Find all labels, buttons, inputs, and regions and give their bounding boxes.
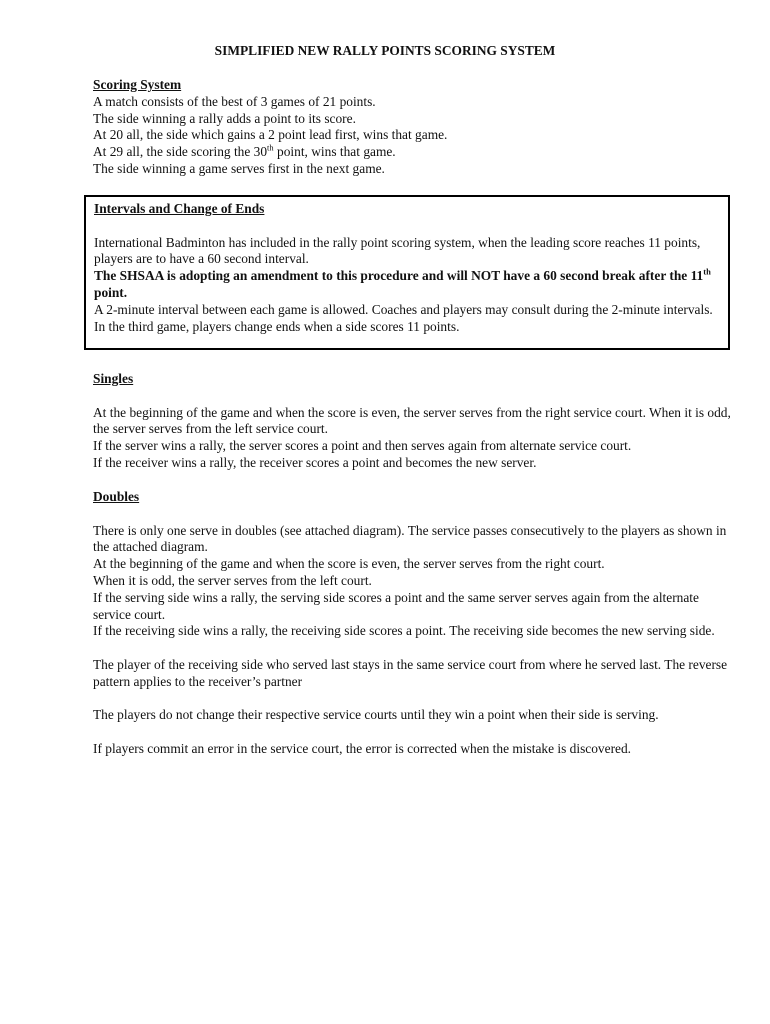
scoring-line-3: At 20 all, the side which gains a 2 point lead first, wins that game. — [93, 127, 448, 143]
intervals-amendment-text-end: point. — [94, 284, 128, 300]
doubles-paragraph-7: The players do not change their respective service courts until they win a point when their side is serving. — [93, 707, 659, 723]
scoring-heading: Scoring System — [93, 77, 182, 92]
doubles-heading: Doubles — [93, 489, 140, 504]
doubles-section — [93, 489, 733, 758]
intervals-amendment-superscript: th — [703, 266, 711, 277]
scoring-line-1: A match consists of the best of 3 games of 21 points. — [93, 93, 376, 109]
scoring-line-2: The side winning a rally adds a point to its score. — [93, 110, 356, 126]
intervals-heading: Intervals and Change of Ends — [94, 201, 265, 216]
scoring-section — [93, 77, 733, 178]
doubles-paragraph-4: If the serving side wins a rally, the serving side scores a point and the same server serves again from the alternate service court. — [93, 589, 699, 622]
singles-paragraph-1: At the beginning of the game and when the score is even, the server serves from the right service court. When it is odd, the server serves from the left service court. — [93, 404, 731, 437]
doubles-paragraph-5: If the receiving side wins a rally, the receiving side scores a point. The receiving side becomes the new serving side. — [93, 623, 715, 639]
doubles-paragraph-2: At the beginning of the game and when the score is even, the server serves from the right court. — [93, 556, 605, 572]
singles-section — [93, 371, 733, 472]
scoring-line-5: The side winning a game serves first in the next game. — [93, 160, 385, 176]
intervals-amendment — [94, 268, 726, 302]
scoring-line-4 — [93, 144, 733, 161]
doubles-paragraph-6: The player of the receiving side who served last stays in the same service court from where he served last. The reverse pattern applies to the receiver’s partner — [93, 656, 728, 689]
scoring-line-4-text: At 29 all, the side scoring the 30 — [93, 144, 268, 160]
singles-paragraph-3: If the receiver wins a rally, the receiver scores a point and becomes the new server. — [93, 454, 537, 470]
document-title: SIMPLIFIED NEW RALLY POINTS SCORING SYSTEM — [214, 43, 556, 58]
intervals-paragraph-3: A 2-minute interval between each game is allowed. Coaches and players may consult during the 2-minute intervals. — [94, 301, 713, 317]
intervals-paragraph-4: In the third game, players change ends when a side scores 11 points. — [94, 318, 460, 334]
intervals-paragraph-1: International Badminton has included in the rally point scoring system, when the leading score reaches 11 points, players are to have a 60 second interval. — [94, 234, 701, 267]
intervals-box — [84, 195, 730, 350]
scoring-line-4-text-end: point, wins that game. — [273, 144, 396, 160]
scoring-line-4-superscript: th — [267, 142, 274, 153]
doubles-paragraph-8: If players commit an error in the service court, the error is corrected when the mistake is discovered. — [93, 740, 632, 756]
intervals-amendment-text: The SHSAA is adopting an amendment to this procedure and will NOT have a 60 second break after the 11 — [94, 268, 704, 284]
singles-heading: Singles — [93, 371, 134, 386]
singles-paragraph-2: If the server wins a rally, the server scores a point and then serves again from alternate service court. — [93, 438, 632, 454]
doubles-paragraph-3: When it is odd, the server serves from the left court. — [93, 572, 372, 588]
doubles-paragraph-1: There is only one serve in doubles (see attached diagram). The service passes consecutively to the players as shown in the attached diagram. — [93, 522, 727, 555]
